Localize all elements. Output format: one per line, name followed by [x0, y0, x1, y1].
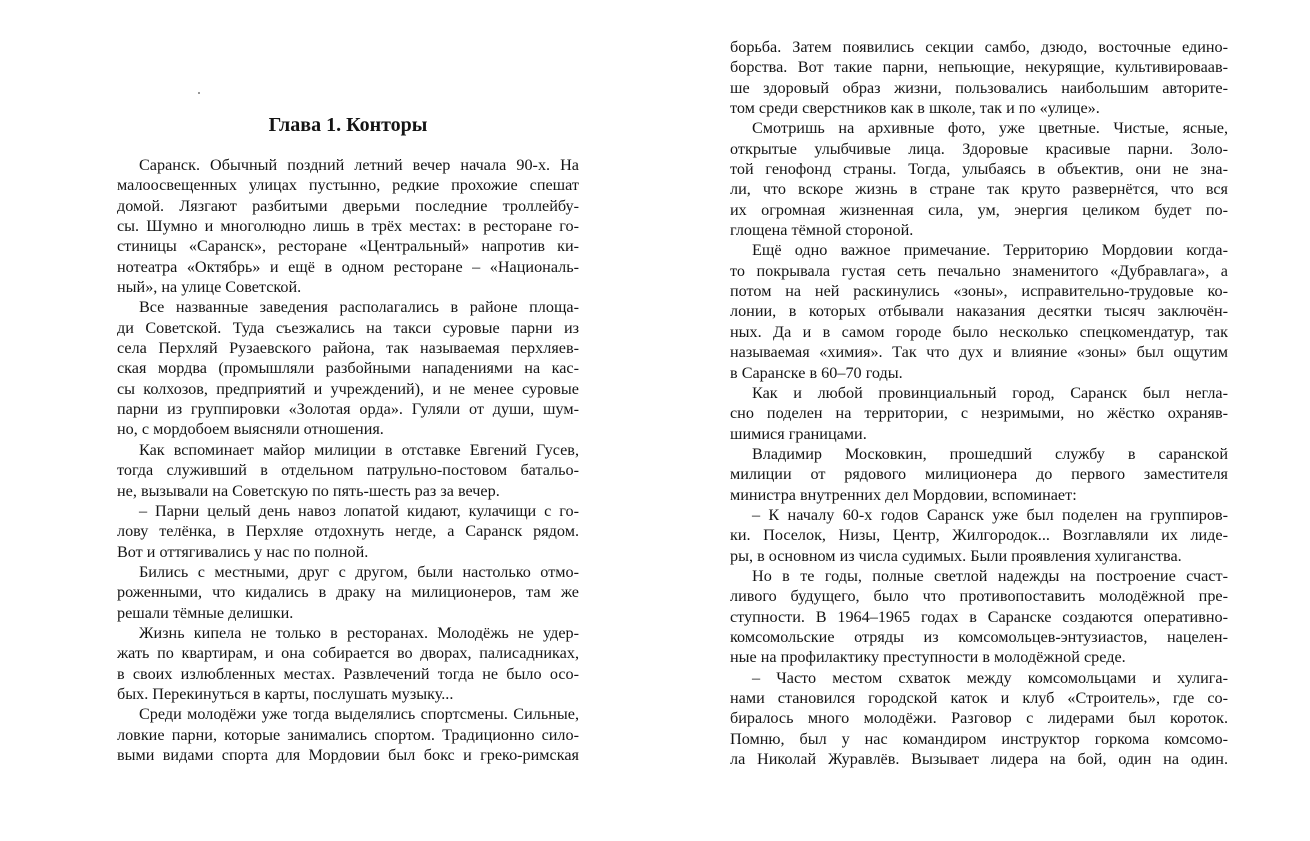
right-page-text-line: Ещё одно важное примечание. Территорию Мордовии когда- [752, 241, 1228, 260]
left-page-text-line: но, с мордобоем выясняли отношения. [117, 420, 384, 439]
right-page-text-line: биралось много молодёжи. Разговор с лидерами был короток. [730, 709, 1228, 728]
right-page-text-line: комсомольские отряды из комсомольцев-энтузиастов, нацелен- [730, 627, 1228, 646]
left-page-text-line: сы. Шумно и многолюдно лишь в трёх местах: в ресторане го- [117, 217, 579, 236]
right-page-text-line: лонии, в которых отбывали наказания десятки тысяч заключён- [730, 302, 1228, 321]
left-page-text-line: решали тёмные делишки. [117, 603, 294, 622]
chapter-title: Глава 1. Конторы [268, 114, 428, 136]
right-page-text-line: то покрывала густая сеть печально знаменитого «Дубравлага», а [730, 261, 1228, 280]
right-page-text-line: ры, в основном из числа судимых. Были проявления хулиганства. [730, 546, 1182, 565]
left-page-text-line: – Парни целый день навоз лопатой кидают, кулачищи с го- [139, 501, 579, 520]
left-page-text-line: стиницы «Саранск», ресторане «Центральный» напротив ки- [117, 237, 579, 256]
right-page-text-line: в Саранске в 60–70 годы. [730, 363, 903, 382]
right-page-text-line: министра внутренних дел Мордовии, вспоминает: [730, 485, 1077, 504]
right-page-text-line: потом на ней раскинулись «зоны», исправительно-трудовые ко- [730, 282, 1228, 301]
scan-speck [198, 92, 200, 94]
left-page-text-line: Саранск. Обычный поздний летний вечер начала 90-х. На [139, 156, 579, 174]
right-page-text-line: ла Николай Журавлёв. Вызывает лидера на бой, один на один. [730, 750, 1228, 769]
left-page-text-line: ловкие парни, которые занимались спортом. Традиционно сило- [117, 725, 579, 744]
left-page-text-line: сы колхозов, предприятий и учреждений), и не менее суровые [117, 379, 579, 398]
right-page-text-line: борьба. Затем появились секции самбо, дзюдо, восточные едино- [730, 38, 1228, 56]
right-page-text-line: Помню, был у нас командиром инструктор горкома комсомо- [730, 729, 1228, 748]
left-page-text-line: выми видами спорта для Мордовии был бокс и греко-римская [117, 745, 579, 764]
left-page-text-line: бых. Перекинуться в карты, послушать музыку... [117, 684, 454, 703]
left-page-text-line: Среди молодёжи уже тогда выделялись спортсмены. Сильные, [139, 705, 579, 724]
right-page-text-line: – К началу 60-х годов Саранск уже был поделен на группиров- [752, 505, 1228, 524]
right-page-text-line: ступности. В 1964–1965 годах в Саранске создаются оперативно- [730, 607, 1228, 626]
right-page-text-line: их огромная жизненная сила, ум, энергия целиком будет по- [730, 200, 1228, 219]
right-page-text-line: том среди сверстников как в школе, так и по «улице». [730, 99, 1100, 118]
right-page-text-line: милиции от рядового милиционера до первого заместителя [730, 465, 1228, 484]
right-page-text [730, 37, 1228, 769]
left-page-text-line: парни из группировки «Золотая орда». Гуляли от души, шум- [117, 400, 579, 419]
right-page-text-line: ных. Да и в самом городе было несколько спецкомендатур, так [730, 322, 1228, 341]
right-page-text-line: Смотришь на архивные фото, уже цветные. Чистые, ясные, [752, 119, 1228, 138]
right-page-text-line: Владимир Московкин, прошедший службу в саранской [752, 444, 1228, 463]
left-page-text [117, 155, 579, 765]
left-page-text-line: Бились с местными, друг с другом, были настолько отмо- [139, 562, 579, 581]
right-page-text-line: глощена тёмной стороной. [730, 221, 914, 240]
right-page-text-line: шимися границами. [730, 424, 867, 443]
left-page-text-line: лову телёнка, в Перхляе отдохнуть негде, а Саранск рядом. [117, 522, 579, 541]
right-page-text-line: ли, что вскоре жизнь в стране так круто развернётся, что вся [730, 180, 1228, 199]
left-page-text-line: не, вызывали на Советскую по пять-шесть раз за вечер. [117, 481, 500, 500]
left-page-text-line: Вот и оттягивались у нас по полной. [117, 542, 369, 561]
left-page-text-line: Все названные заведения располагались в районе площа- [139, 298, 579, 317]
left-page-text-line: в своих излюбленных местах. Развлечений тогда не было осо- [117, 664, 579, 683]
right-page-text-line: сно поделен на территории, с незримыми, но жёстко охраняв- [730, 404, 1228, 423]
right-page-text-line: ливого будущего, было что противопоставить молодёжной пре- [730, 587, 1228, 606]
left-page-text-line: роженными, что кидались в драку на милиционеров, там же [117, 583, 579, 602]
left-page-text-line: Как вспоминает майор милиции в отставке Евгений Гусев, [139, 440, 579, 459]
right-page-text-line: нами становился городской каток и клуб «Строитель», где со- [730, 689, 1228, 707]
left-page-text-line: ный», на улице Советской. [117, 278, 302, 297]
right-page-text-line: Как и любой провинциальный город, Саранск был негла- [752, 383, 1228, 402]
left-page-text-line: нотеатра «Октябрь» и ещё в одном ресторане – «Националь- [117, 257, 579, 276]
right-page-text-line: – Часто местом схваток между комсомольцами и хулига- [752, 668, 1228, 687]
left-page-text-line: домой. Лязгают разбитыми дверьми последние троллейбу- [117, 196, 579, 215]
left-page-text-line: жать по квартирам, и она собирается во дворах, палисадниках, [117, 644, 579, 663]
right-page-text-line: открытые улыбчивые лица. Здоровые красивые парни. Золо- [730, 139, 1228, 158]
left-page-text-line: малоосвещенных улицах пустынно, редкие прохожие спешат [117, 176, 579, 195]
left-page-text-line: тогда служивший в отдельном патрульно-постовом батальо- [117, 461, 579, 480]
left-page-text-line: ская мордва (промышляли разбойными нападениями на кас- [117, 359, 579, 378]
right-page-text-line: называемая «химия». Так что дух и влияние «зоны» был ощутим [730, 343, 1228, 362]
right-page-text-line: Но в те годы, полные светлой надежды на построение счаст- [752, 566, 1228, 585]
right-page-text-line: ки. Поселок, Низы, Центр, Жилгородок... Возглавляли их лиде- [730, 526, 1228, 545]
right-page-text-line: ные на профилактику преступности в молодёжной среде. [730, 648, 1126, 667]
right-page-text-line: борства. Вот такие парни, непьющие, некурящие, культивироваав- [730, 58, 1228, 77]
right-page-text-line: ше здоровый образ жизни, пользовались наибольшим авторите- [730, 78, 1228, 97]
left-page-text-line: Жизнь кипела не только в ресторанах. Молодёжь не удер- [139, 623, 579, 642]
left-page-text-line: ди Советской. Туда съезжались на такси суровые парни из [117, 318, 579, 337]
left-page-text-line: села Перхляй Рузаевского района, так называемая перхляев- [117, 339, 579, 358]
right-page-text-line: той генофонд страны. Тогда, улыбаясь в объектив, они не зна- [730, 160, 1228, 179]
